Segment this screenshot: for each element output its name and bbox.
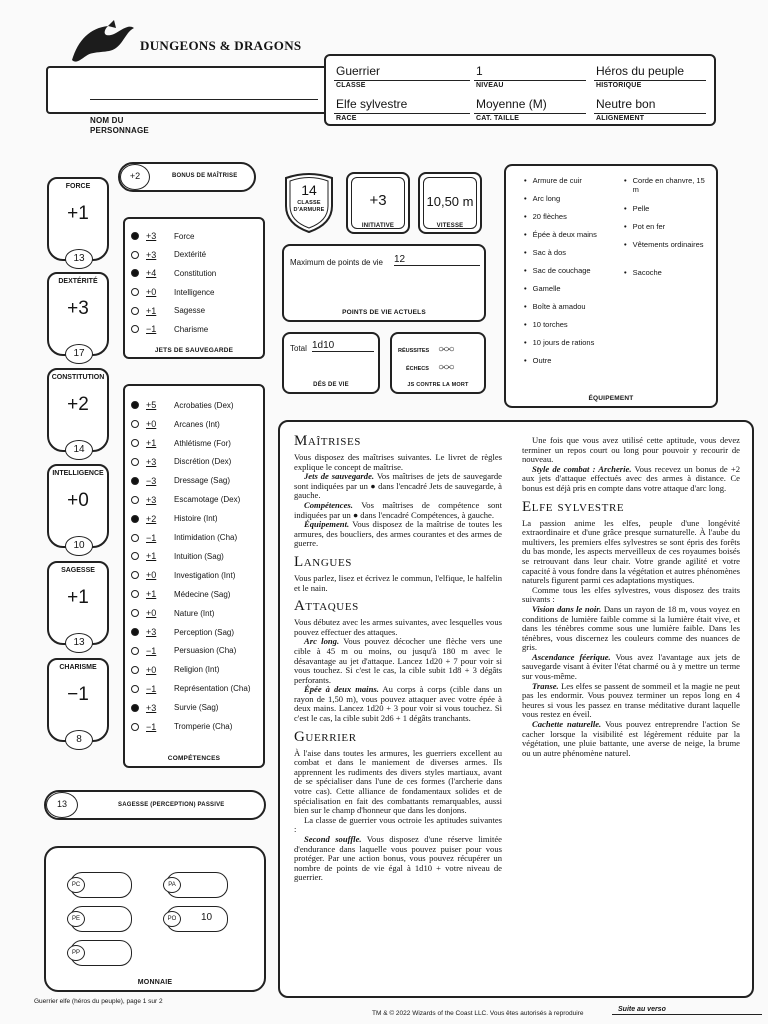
- hp-max-label: Maximum de points de vie: [290, 258, 383, 267]
- hp-current-label: POINTS DE VIE ACTUELS: [342, 309, 426, 316]
- hd-total-value: 1d10: [312, 340, 374, 352]
- equipment-item: • Sac de couchage: [524, 266, 591, 275]
- ability-wisdom: SAGESSE +1 13: [47, 561, 109, 645]
- skill-row[interactable]: +1 Médecine (Sag): [131, 585, 230, 604]
- passive-value: 13: [46, 792, 78, 818]
- ability-mod: +0: [67, 490, 89, 511]
- initiative-box: [346, 172, 410, 234]
- skill-row[interactable]: +3 Perception (Sag): [131, 623, 234, 642]
- skill-row[interactable]: −3 Dressage (Sag): [131, 472, 230, 491]
- money-title: MONNAIE: [137, 979, 173, 986]
- equipment-item: • Pelle: [624, 204, 650, 213]
- proficiency-dot-icon: [131, 232, 139, 240]
- features-col-right: Une fois que vous avez utilisé cette aptitude, vous devez terminer un repos court ou long pour pouvoir y recourir de nouveau. Style de combat : Archerie. Vous recevez un bonus de +2 aux jets d'attaque effectués avec des armes à distance. Ce bonus est déjà pris en compte dans votre attaque d'arc long. Elfe sylvestre La passion anime les elfes, peuple d'une longévité extraordinaire et d'une grâce presque surnaturelle. À l'aube du multivers, les premiers elfes sylvestres se sont épris des forêts du bas monde, les aspects merveilleux de ces royaumes boisés se retrouvant dans leur chair. Votre grande agilité et votre capacité à vous fondre dans la végétation et autres phénomènes naturels figurent parmi ces adaptations mystiques. Comme tous les elfes sylvestres, vous disposez des traits suivants : Vision dans le noir. Dans un rayon de 18 m, vous voyez en conditions de lumière faible comme si la lumière était vive, et dans les ténèbres comme sous une lumière faible. Dans les ténèbres, vous discernez les couleurs comme des nuances de gris. Ascendance féerique. Vous avez l'avantage aux jets de sauvegarde visant à éviter l'état charmé ou à y mettre un terme sur vous-même. Transe. Les elfes se passent de sommeil et la magie ne peut pas les endormir. Vous pouvez terminer un repos long en 4 heures si vous les passez en transe méditative durant laquelle vous restez en éveil. Cachette naturelle. Vous pouvez entreprendre l'action Se cacher lorsque la visibilité est légèrement réduite par la végétation, une pluie battante, une averse de neige, la brume ou un autre phénomène naturel.: [522, 435, 740, 758]
- hit-points-box: [282, 244, 486, 322]
- equipment-item: • 10 torches: [524, 320, 568, 329]
- skill-row[interactable]: +2 Histoire (Int): [131, 509, 218, 528]
- ability-score: 14: [65, 440, 93, 460]
- proficiency-dot-icon: [131, 439, 139, 447]
- skills-list: [131, 396, 265, 736]
- ability-score: 8: [65, 730, 93, 750]
- proficiency-dot-icon: [131, 420, 139, 428]
- equipment-item: • Sacoche: [624, 268, 662, 277]
- proficiency-dot-icon: [131, 325, 139, 333]
- skill-row[interactable]: +0 Arcanes (Int): [131, 415, 220, 434]
- proficiency-dot-icon: [131, 666, 139, 674]
- save-row[interactable]: +3 Force: [131, 227, 194, 246]
- hp-max-value: 12: [394, 254, 480, 266]
- ability-mod: +1: [67, 203, 89, 224]
- save-row[interactable]: +3 Dextérité: [131, 246, 206, 265]
- equipment-item: • Sac à dos: [524, 248, 566, 257]
- skill-row[interactable]: +1 Athlétisme (For): [131, 434, 231, 453]
- proficiency-dot-icon: [131, 477, 139, 485]
- equipment-item: • Gamelle: [524, 284, 561, 293]
- equipment-item: • Boîte à amadou: [524, 302, 586, 311]
- proficiency-dot-icon: [131, 647, 139, 655]
- save-row[interactable]: +4 Constitution: [131, 264, 216, 283]
- equipment-item: • Arc long: [524, 194, 561, 203]
- coin-pe[interactable]: PE: [70, 906, 132, 932]
- ds-fail-boxes[interactable]: ○-○-○: [438, 362, 453, 373]
- heading-guerrier: Guerrier: [294, 728, 357, 745]
- skill-row[interactable]: −1 Persuasion (Cha): [131, 642, 236, 661]
- footer-copyright: TM & © 2022 Wizards of the Coast LLC. Vous êtes autorisés à reproduire: [372, 1010, 584, 1017]
- skill-row[interactable]: −1 Tromperie (Cha): [131, 717, 232, 736]
- equipment-item: • Corde en chanvre, 15 m: [624, 176, 705, 194]
- ability-charisma: CHARISME −1 8: [47, 658, 109, 742]
- skills-title: COMPÉTENCES: [167, 755, 221, 762]
- class-value: Guerrier: [336, 64, 381, 78]
- size-value: Moyenne (M): [476, 97, 547, 111]
- background-label: HISTORIQUE: [596, 82, 642, 89]
- hd-label: DÉS DE VIE: [313, 382, 349, 388]
- skill-row[interactable]: −1 Représentation (Cha): [131, 680, 250, 699]
- equipment-item: • Épée à deux mains: [524, 230, 597, 239]
- save-row[interactable]: −1 Charisme: [131, 320, 208, 339]
- hit-dice-box: [282, 332, 380, 394]
- speed-box: [418, 172, 482, 234]
- heading-attaques: Attaques: [294, 598, 359, 615]
- skill-row[interactable]: +3 Discrétion (Dex): [131, 453, 231, 472]
- ability-score: 13: [65, 249, 93, 269]
- proficiency-dot-icon: [131, 571, 139, 579]
- save-row[interactable]: +1 Sagesse: [131, 301, 205, 320]
- alignment-value: Neutre bon: [596, 97, 656, 111]
- skill-row[interactable]: +0 Religion (Int): [131, 661, 219, 680]
- equipment-item: • 20 flèches: [524, 212, 567, 221]
- ds-success-label: RÉUSSITES: [398, 348, 430, 354]
- equipment-box: [504, 164, 718, 408]
- ability-mod: +1: [67, 587, 89, 608]
- death-saves-box: [390, 332, 486, 394]
- ds-label: JS CONTRE LA MORT: [407, 382, 469, 388]
- proficiency-dot-icon: [131, 515, 139, 523]
- ability-strength: FORCE +1 13: [47, 177, 109, 261]
- equipment-item: • Outre: [524, 356, 552, 365]
- ds-fail-label: ÉCHECS: [406, 366, 429, 372]
- proficiency-label: BONUS DE MAÎTRISE: [172, 173, 238, 179]
- level-value: 1: [476, 64, 483, 78]
- skill-row[interactable]: +1 Intuition (Sag): [131, 547, 224, 566]
- proficiency-dot-icon: [131, 704, 139, 712]
- ability-mod: +2: [67, 394, 89, 415]
- footer-line: [612, 1014, 762, 1015]
- footer-left: Guerrier elfe (héros du peuple), page 1 sur 2: [34, 998, 163, 1005]
- proficiency-dot-icon: [131, 269, 139, 277]
- ability-score: 13: [65, 633, 93, 653]
- proficiency-dot-icon: [131, 685, 139, 693]
- ac-label: CLASSE D'ARMURE: [293, 200, 325, 213]
- coin-pa[interactable]: PA: [166, 872, 228, 898]
- class-label: CLASSE: [336, 82, 366, 89]
- speed-value: 10,50 m: [426, 194, 474, 209]
- ability-score: 10: [65, 536, 93, 556]
- skill-row[interactable]: +3 Survie (Sag): [131, 698, 218, 717]
- skill-row[interactable]: −1 Intimidation (Cha): [131, 528, 237, 547]
- skill-row[interactable]: +0 Investigation (Int): [131, 566, 235, 585]
- proficiency-dot-icon: [131, 590, 139, 598]
- speed-label: VITESSE: [436, 223, 464, 229]
- skills-box: [123, 384, 265, 768]
- passive-label: SAGESSE (PERCEPTION) PASSIVE: [118, 802, 225, 808]
- proficiency-value: +2: [120, 164, 150, 190]
- equipment-item: • Vêtements ordinaires: [624, 240, 704, 249]
- alignment-label: ALIGNEMENT: [596, 115, 645, 122]
- initiative-value: +3: [369, 192, 387, 209]
- proficiency-dot-icon: [131, 723, 139, 731]
- proficiency-dot-icon: [131, 288, 139, 296]
- ability-score: 17: [65, 344, 93, 364]
- skill-row[interactable]: +5 Acrobaties (Dex): [131, 396, 234, 415]
- character-name-field[interactable]: [90, 88, 318, 100]
- coin-pc[interactable]: PC: [70, 872, 132, 898]
- footer-next: Suite au verso: [618, 1006, 666, 1013]
- proficiency-dot-icon: [131, 458, 139, 466]
- hd-total-label: Total: [290, 344, 307, 353]
- equipment-item: • Pot en fer: [624, 222, 666, 231]
- ability-intelligence: INTELLIGENCE +0 10: [47, 464, 109, 548]
- coin-pp[interactable]: PP: [70, 940, 132, 966]
- ability-dexterity: DEXTÉRITÉ +3 17: [47, 272, 109, 356]
- skill-row[interactable]: +3 Escamotage (Dex): [131, 491, 240, 510]
- heading-maitrises: Maîtrises: [294, 433, 362, 449]
- background-value: Héros du peuple: [596, 64, 685, 78]
- proficiency-dot-icon: [131, 307, 139, 315]
- features-col-left: Maîtrises Vous disposez des maîtrises suivantes. Le livret de règles explique le concept de maîtrise. Jets de sauvegarde. Vos maîtrises de jets de sauvegarde sont indiquées par un ● dans l'encadré Jets de sauvegarde, à gauche. Compétences. Vos maîtrises de compétence sont indiquées par un ● dans l'encadré Compétences, à gauche. Équipement. Vous disposez de la maîtrise de toutes les armures, des boucliers, des armes courantes et des armes de guerre. Langues Vous parlez, lisez et écrivez le commun, l'elfique, le halfelin et le nain. Attaques Vous débutez avec les armes suivantes, avec lesquelles vous pouvez effectuer des attaques. Arc long. Vous pouvez décocher une flèche vers une cible à 45 m ou moins, ou jusqu'à 180 m avec le désavantage au jet d'attaque. Lancez 1d20 + 7 pour voir si vous touchez. Si c'est le cas, la cible subit 1d8 + 3 dégâts perforants. Épée à deux mains. Au corps à corps (cible dans un rayon de 1,50 m), vous pouvez attaquer avec votre épée à deux mains. Lancez 1d20 + 3 pour voir si vous touchez. Si c'est le cas, la cible subit 2d6 + 1 dégâts tranchants. Guerrier À l'aise dans toutes les armures, les guerriers excellent au combat et dans le maniement de diverses armes. Ils apprennent les rudiments des divers styles martiaux, avant de se spécialiser dans l'une de ces formes (l'archerie dans votre cas). Cette alliance de fondamentaux solides et de spécialisation en fait des combattants remarquables, aussi bien sur le champ d'honneur que dans les donjons. La classe de guerrier vous octroie les aptitudes suivantes : Second souffle. Vous disposez d'une réserve limitée d'endurance dans laquelle vous pouvez puiser pour vous protéger. Par une action bonus, vous pouvez récupérer un nombre de points de vie égal à 1d10 + votre niveau de guerrier.: [294, 433, 503, 883]
- coin-po[interactable]: PO 10: [166, 906, 228, 932]
- race-label: RACE: [336, 115, 357, 122]
- proficiency-dot-icon: [131, 609, 139, 617]
- heading-langues: Langues: [294, 553, 352, 570]
- character-name-label: NOM DU PERSONNAGE: [90, 116, 149, 135]
- level-label: NIVEAU: [476, 82, 504, 89]
- money-box: [44, 846, 266, 992]
- initiative-label: INITIATIVE: [361, 223, 395, 229]
- equipment-title: ÉQUIPEMENT: [588, 395, 634, 402]
- proficiency-dot-icon: [131, 552, 139, 560]
- proficiency-dot-icon: [131, 628, 139, 636]
- race-value: Elfe sylvestre: [336, 97, 408, 111]
- dragon-logo-icon: [68, 20, 138, 68]
- po-value: 10: [201, 912, 213, 923]
- ability-mod: −1: [67, 684, 89, 705]
- proficiency-dot-icon: [131, 401, 139, 409]
- ac-value: 14: [301, 182, 317, 198]
- heading-elfe: Elfe sylvestre: [522, 498, 625, 515]
- saves-title: JETS DE SAUVEGARDE: [154, 347, 234, 354]
- ability-mod: +3: [67, 298, 89, 319]
- proficiency-dot-icon: [131, 496, 139, 504]
- size-label: CAT. TAILLE: [476, 115, 520, 122]
- save-row[interactable]: +0 Intelligence: [131, 283, 214, 302]
- proficiency-dot-icon: [131, 251, 139, 259]
- equipment-item: • 10 jours de rations: [524, 338, 595, 347]
- ds-success-boxes[interactable]: ○-○-○: [438, 344, 453, 355]
- proficiency-dot-icon: [131, 534, 139, 542]
- logo-text: DUNGEONS & DRAGONS: [140, 38, 302, 53]
- saving-throws-box: [123, 217, 265, 359]
- skill-row[interactable]: +0 Nature (Int): [131, 604, 214, 623]
- ability-constitution: CONSTITUTION +2 14: [47, 368, 109, 452]
- equipment-item: • Armure de cuir: [524, 176, 582, 185]
